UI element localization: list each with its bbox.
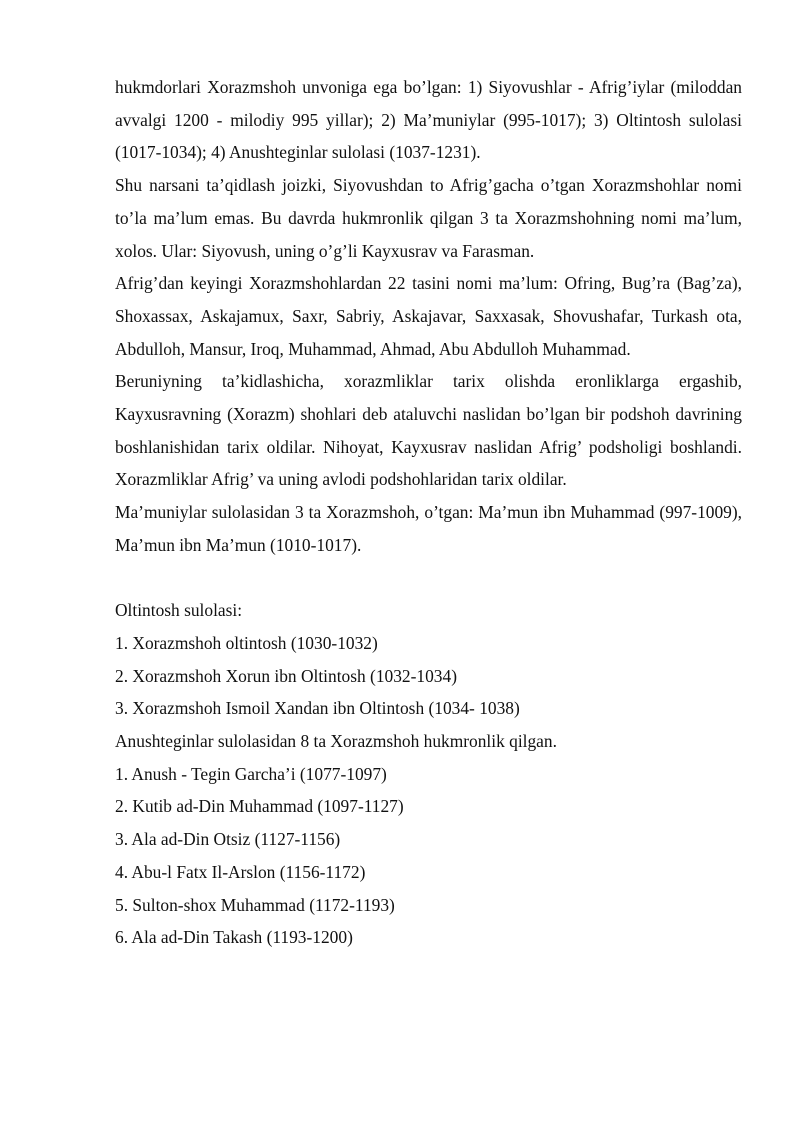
anushteginlar-heading: Anushteginlar sulolasidan 8 ta Xorazmshoh hukmronlik qilgan.	[115, 731, 557, 752]
oltintosh-list-item: 1. Xorazmshoh oltintosh (1030-1032)	[115, 632, 378, 653]
blank-line	[115, 562, 742, 595]
oltintosh-list-item: 2. Xorazmshoh Xorun ibn Oltintosh (1032-1034)	[115, 665, 457, 686]
paragraph-mamuniylar: Ma’muniylar sulolasidan 3 ta Xorazmshoh, o’tgan: Ma’mun ibn Muhammad (997-1009), Ma’mun ibn Ma’mun (1010-1017).	[115, 502, 742, 555]
anushteginlar-list-item: 3. Ala ad-Din Otsiz (1127-1156)	[115, 829, 341, 850]
anushteginlar-list-item: 4. Abu-l Fatx Il-Arslon (1156-1172)	[115, 861, 366, 882]
oltintosh-list-item: 3. Xorazmshoh Ismoil Xandan ibn Oltintosh (1034- 1038)	[115, 698, 520, 719]
anushteginlar-list-item: 1. Anush - Tegin Garcha’i (1077-1097)	[115, 763, 387, 784]
oltintosh-heading: Oltintosh sulolasi:	[115, 600, 243, 621]
paragraph-afrig-kings: Afrig’dan keyingi Xorazmshohlardan 22 tasini nomi ma’lum: Ofring, Bug’ra (Bag’za), Shoxassax, Askajamux, Saxr, Sabriy, Askajavar, Saxxasak, Shovushafar, Turkash ota, Abdulloh, Mansur, Iroq, Muhammad, Ahmad, Abu Abdulloh Muhammad.	[115, 273, 742, 359]
document-page	[115, 71, 742, 954]
paragraph-beruni-note: Beruniyning ta’kidlashicha, xorazmliklar tarix olishda eronliklarga ergashib, Kayxusravning (Xorazm) shohlari deb ataluvchi naslidan bo’lgan bir podshoh davrining boshlanishidan tarix oldilar. Nihoyat, Kayxusrav naslidan Afrig’ podsholigi boshlandi. Xorazmliklar Afrig’ va uning avlodi podshohlaridan tarix oldilar.	[115, 371, 742, 490]
anushteginlar-list-item: 2. Kutib ad-Din Muhammad (1097-1127)	[115, 796, 404, 817]
paragraph-siyovush-kings: Shu narsani ta’qidlash joizki, Siyovushdan to Afrig’gacha o’tgan Xorazmshohlar nomi to’la ma’lum emas. Bu davrda hukmronlik qilgan 3 ta Xorazmshohning nomi ma’lum, xolos. Ular: Siyovush, uning o’g’li Kayxusrav va Farasman.	[115, 175, 742, 261]
paragraph-dynasties-intro: hukmdorlari Xorazmshoh unvoniga ega bo’lgan: 1) Siyovushlar - Afrig’iylar (miloddan avvalgi 1200 - milodiy 995 yillar); 2) Ma’muniylar (995-1017); 3) Oltintosh sulolasi (1017-1034); 4) Anushteginlar sulolasi (1037-1231).	[115, 77, 742, 163]
anushteginlar-list-item: 6. Ala ad-Din Takash (1193-1200)	[115, 927, 353, 948]
anushteginlar-list-item: 5. Sulton-shox Muhammad (1172-1193)	[115, 894, 395, 915]
